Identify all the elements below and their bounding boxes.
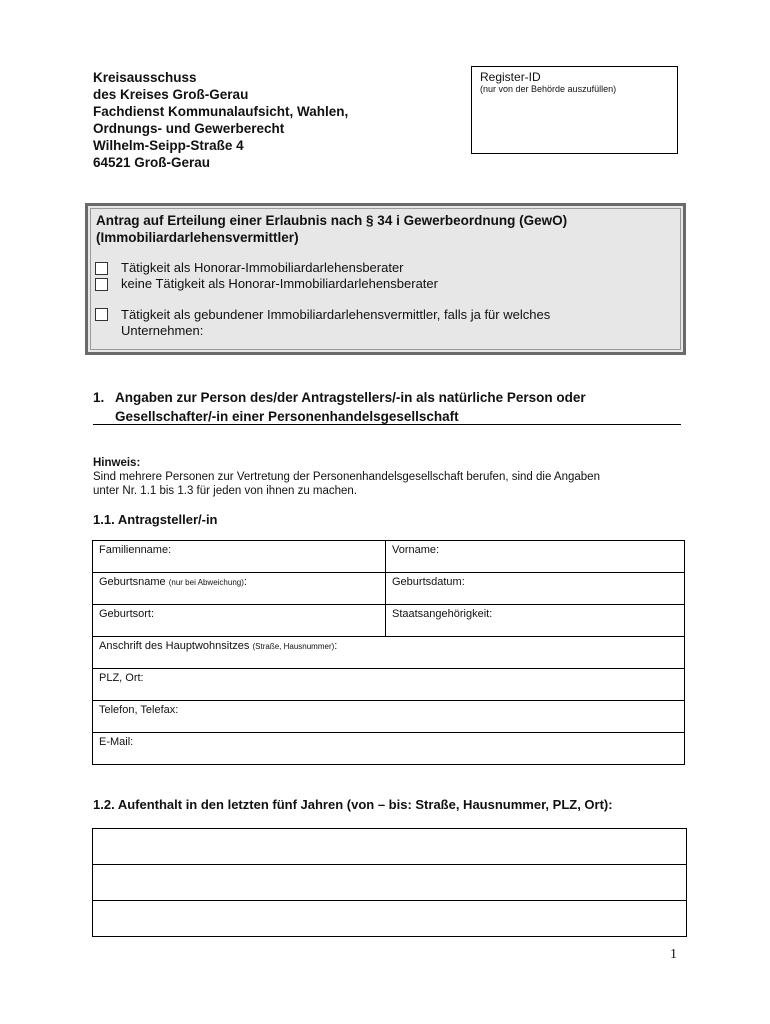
hint-heading: Hinweis: xyxy=(93,457,141,469)
application-title xyxy=(96,212,567,246)
field-label: Telefon, Telefax: xyxy=(99,704,179,716)
residence-row[interactable] xyxy=(93,829,687,865)
application-title-line: Antrag auf Erteilung einer Erlaubnis nach § 34 i Gewerbeordnung (GewO) xyxy=(96,213,568,228)
section-number: 1. xyxy=(93,390,105,405)
residence-history-table xyxy=(92,828,687,937)
field-label: Geburtsort: xyxy=(99,608,155,620)
section-title-line: Gesellschafter/-in einer Personenhandelsgesellschaft xyxy=(115,409,459,424)
field-colon: : xyxy=(334,640,338,652)
application-title-line: (Immobiliardarlehensvermittler) xyxy=(96,230,299,245)
field-familienname[interactable] xyxy=(93,541,386,573)
option-label: Tätigkeit als Honorar-Immobiliardarlehensberater xyxy=(121,260,404,275)
address-line: Wilhelm-Seipp-Straße 4 xyxy=(93,138,244,153)
field-colon: : xyxy=(243,576,247,588)
field-email[interactable] xyxy=(93,733,685,765)
section-title-line: Angaben zur Person des/der Antragstellers/-in als natürliche Person oder xyxy=(115,390,586,405)
residence-row[interactable] xyxy=(93,865,687,901)
field-label: Staatsangehörigkeit: xyxy=(392,608,493,620)
field-note: (nur bei Abweichung) xyxy=(168,578,244,587)
hint-block xyxy=(93,456,600,498)
address-line: Fachdienst Kommunalaufsicht, Wahlen, xyxy=(93,104,349,119)
field-geburtsdatum[interactable] xyxy=(386,573,685,605)
field-label: Geburtsname xyxy=(99,576,166,588)
field-vorname[interactable] xyxy=(386,541,685,573)
field-anschrift[interactable] xyxy=(93,637,685,669)
register-id-box[interactable] xyxy=(471,66,678,154)
field-label: Familienname: xyxy=(99,544,172,556)
subsection-1-1-title: 1.1. Antragsteller/-in xyxy=(93,512,218,527)
register-id-label: Register-ID xyxy=(480,70,541,84)
application-type-box xyxy=(85,203,686,355)
option-label: Unternehmen: xyxy=(121,323,204,338)
field-geburtsort[interactable] xyxy=(93,605,386,637)
address-line: 64521 Groß-Gerau xyxy=(93,155,211,170)
subsection-1-2-title: 1.2. Aufenthalt in den letzten fünf Jahren (von – bis: Straße, Hausnummer, PLZ, Ort): xyxy=(93,797,613,812)
field-label: Vorname: xyxy=(392,544,440,556)
field-geburtsname[interactable] xyxy=(93,573,386,605)
field-label: PLZ, Ort: xyxy=(99,672,144,684)
address-line: des Kreises Groß-Gerau xyxy=(93,87,249,102)
checkbox-keine-honorar-taetigkeit[interactable] xyxy=(95,278,108,291)
field-telefon[interactable] xyxy=(93,701,685,733)
option-label: Tätigkeit als gebundener Immobiliardarlehensvermittler, falls ja für welches xyxy=(121,307,551,322)
section-divider xyxy=(93,424,681,425)
field-label: E-Mail: xyxy=(99,736,134,748)
address-line: Kreisausschuss xyxy=(93,70,197,85)
hint-text: Sind mehrere Personen zur Vertretung der Personenhandelsgesellschaft berufen, sind die Angaben xyxy=(93,471,600,483)
page-number: 1 xyxy=(670,947,677,962)
checkbox-honorar-berater[interactable] xyxy=(95,262,108,275)
field-label: Geburtsdatum: xyxy=(392,576,465,588)
section-title xyxy=(115,388,586,426)
field-label: Anschrift des Hauptwohnsitzes xyxy=(99,640,250,652)
field-note: (Straße, Hausnummer) xyxy=(252,642,335,651)
address-line: Ordnungs- und Gewerberecht xyxy=(93,121,285,136)
register-id-note: (nur von der Behörde auszufüllen) xyxy=(480,84,617,94)
option-label: keine Tätigkeit als Honorar-Immobiliardarlehensberater xyxy=(121,276,438,291)
authority-address xyxy=(93,69,348,171)
field-staatsangehoerigkeit[interactable] xyxy=(386,605,685,637)
field-plz-ort[interactable] xyxy=(93,669,685,701)
application-type-inner xyxy=(90,208,681,350)
checkbox-gebundener-vermittler[interactable] xyxy=(95,308,108,321)
residence-row[interactable] xyxy=(93,901,687,937)
hint-text: unter Nr. 1.1 bis 1.3 für jeden von ihnen zu machen. xyxy=(93,485,358,497)
applicant-form-table xyxy=(92,540,685,765)
